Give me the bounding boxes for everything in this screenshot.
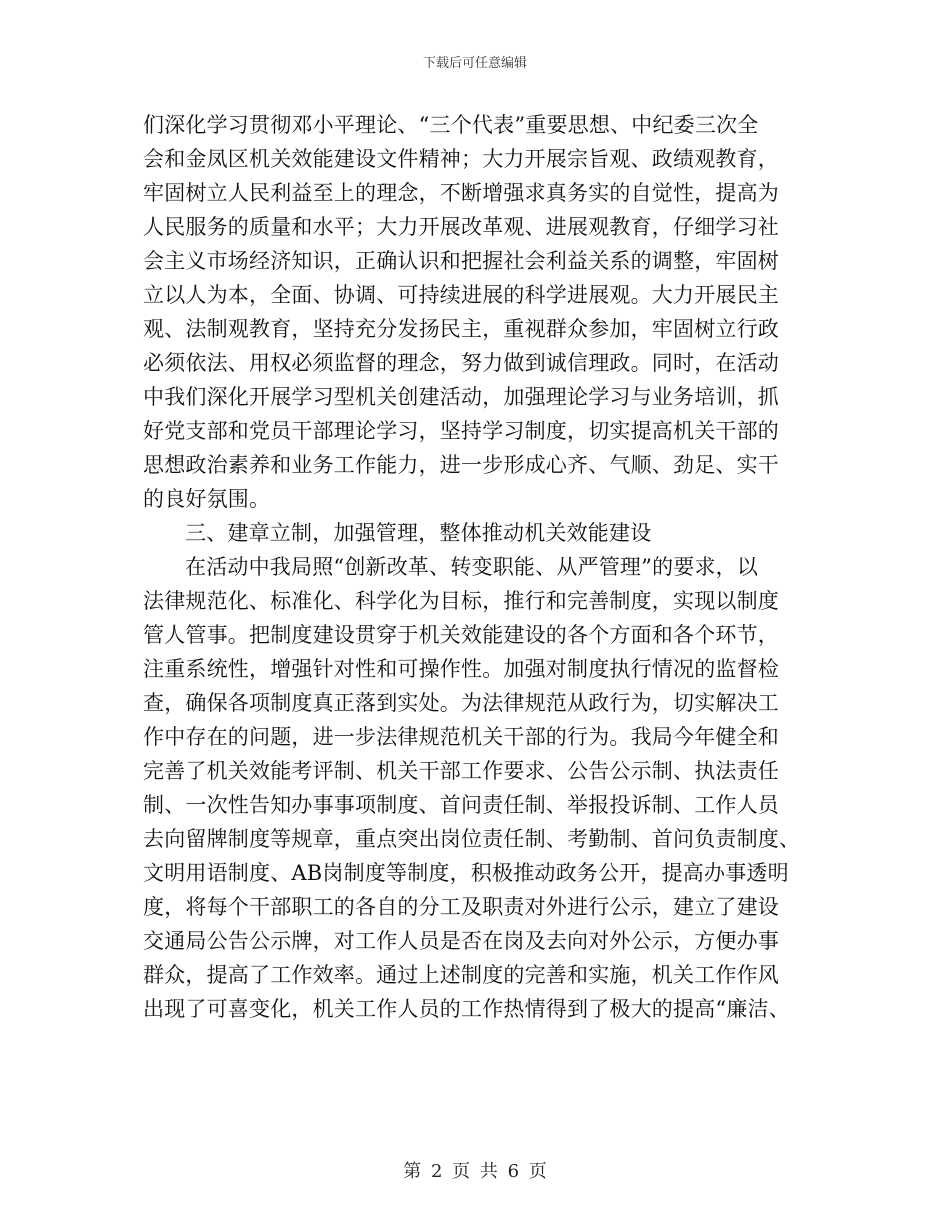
text-line: 立以人为本，全面、协调、可持续进展的科学进展观。大力开展民主 [143, 283, 779, 307]
page-header: 下载后可任意编辑 [422, 56, 527, 71]
text-line: 交通局公告公示牌，对工作人员是否在岗及去向对外公示，方便办事 [143, 929, 779, 953]
text-line: 管人管事。把制度建设贯穿于机关效能建设的各个方面和各个环节， [143, 623, 779, 647]
text-line: 作中存在的问题，进一步法律规范机关干部的行为。我局今年健全和 [143, 725, 779, 749]
text-line: 观、法制观教育，坚持充分发扬民主，重视群众参加，牢固树立行政 [143, 317, 779, 341]
section-heading: 三、建章立制，加强管理，整体推动机关效能建设 [185, 521, 652, 545]
text-line: 完善了机关效能考评制、机关干部工作要求、公告公示制、执法责任 [143, 759, 779, 783]
text-line: 度，将每个干部职工的各自的分工及职责对外进行公示，建立了建设 [143, 895, 779, 919]
text-line: 会主义市场经济知识，正确认识和把握社会利益关系的调整，牢固树 [143, 249, 779, 273]
text-line: 中我们深化开展学习型机关创建活动，加强理论学习与业务培训，抓 [143, 385, 779, 409]
document-body [143, 108, 823, 1026]
text-line: 注重系统性，增强针对性和可操作性。加强对制度执行情况的监督检 [143, 657, 779, 681]
text-line: 制、一次性告知办事事项制度、首问责任制、举报投诉制、工作人员 [143, 793, 779, 817]
text-line: 好党支部和党员干部理论学习，坚持学习制度，切实提高机关干部的 [143, 419, 779, 443]
text-line: 思想政治素养和业务工作能力，进一步形成心齐、气顺、劲足、实干 [143, 453, 779, 477]
text-line: 们深化学习贯彻邓小平理论、“三个代表”重要思想、中纪委三次全 [143, 113, 759, 137]
page-footer: 第 2 页 共 6 页 [403, 1161, 547, 1182]
text-line: 群众，提高了工作效率。通过上述制度的完善和实施，机关工作作风 [143, 963, 779, 987]
text-line: 去向留牌制度等规章，重点突出岗位责任制、考勤制、首问负责制度、 [143, 827, 801, 851]
text-line: 会和金凤区机关效能建设文件精神；大力开展宗旨观、政绩观教育， [143, 147, 779, 171]
text-line: 牢固树立人民利益至上的理念，不断增强求真务实的自觉性，提高为 [143, 181, 779, 205]
text-line: 文明用语制度、AB岗制度等制度，积极推动政务公开，提高办事透明 [143, 861, 789, 885]
text-line: 查，确保各项制度真正落到实处。为法律规范从政行为，切实解决工 [143, 691, 779, 715]
text-line: 必须依法、用权必须监督的理念，努力做到诚信理政。同时，在活动 [143, 351, 779, 375]
paragraph-first-line: 在活动中我局照“创新改革、转变职能、从严管理”的要求，以 [185, 555, 759, 579]
text-line: 人民服务的质量和水平；大力开展改革观、进展观教育，仔细学习社 [143, 215, 779, 239]
text-line: 出现了可喜变化，机关工作人员的工作热情得到了极大的提高“廉洁、 [143, 997, 790, 1021]
text-line: 的良好氛围。 [143, 487, 271, 511]
text-line: 法律规范化、标准化、科学化为目标，推行和完善制度，实现以制度 [143, 589, 779, 613]
